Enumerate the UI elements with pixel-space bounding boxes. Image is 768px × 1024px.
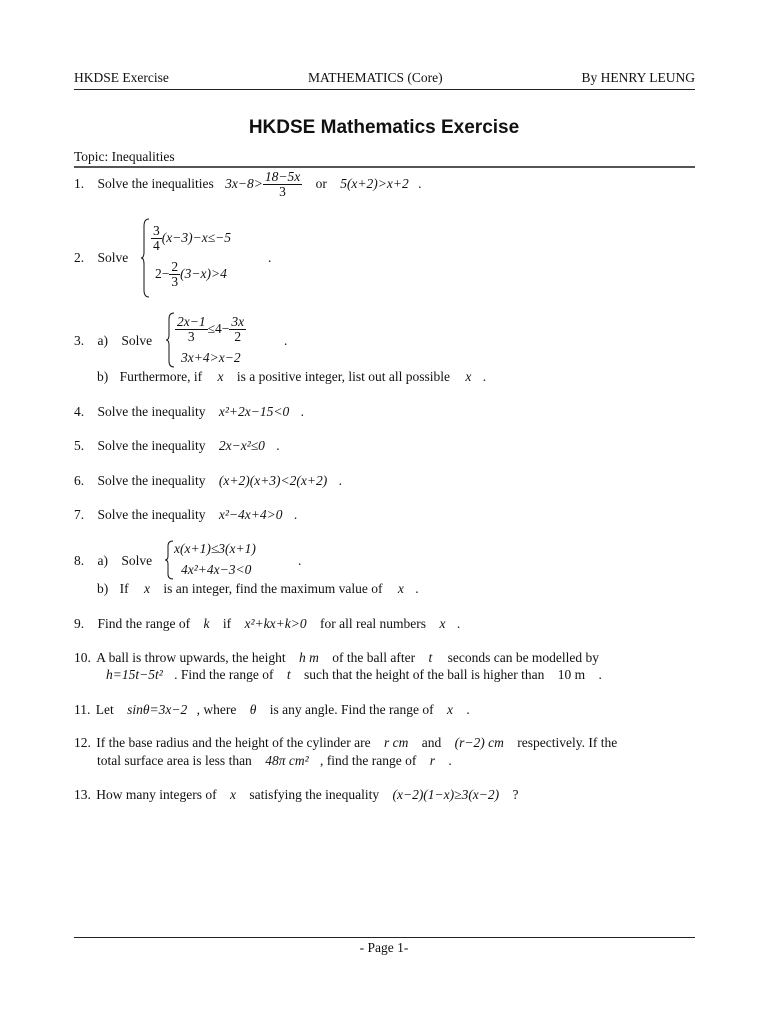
q3b-var: x	[217, 369, 224, 384]
q9-text-2: if	[222, 616, 232, 631]
q10-t: t	[428, 650, 433, 665]
question-10-line-1	[74, 650, 599, 666]
q13-number: 13.	[74, 787, 91, 802]
q8-line-1: x(x+1)≤3(x+1)	[174, 541, 256, 556]
q11-theta: θ	[249, 702, 257, 717]
q3b-end: .	[482, 369, 487, 384]
q2-l1-fraction	[151, 224, 162, 253]
q13-var: x	[229, 787, 236, 802]
footer-rule	[74, 937, 695, 938]
q2-end: .	[268, 250, 272, 265]
q3-l1-den: 3	[187, 329, 195, 345]
q3-l1-mid: ≤4−	[207, 320, 230, 336]
q2-line-1	[151, 224, 231, 253]
q3-part-a: a)	[97, 333, 108, 348]
q12-and: and	[421, 735, 442, 750]
q7-number: 7.	[74, 507, 85, 522]
q5-text: Solve the inequality	[97, 438, 206, 453]
page-header	[74, 70, 695, 86]
topic-rule	[74, 166, 695, 168]
q11-text-2: , where	[196, 702, 237, 717]
q2-text: Solve	[97, 250, 129, 265]
q8-part-a: a)	[97, 553, 108, 568]
q3b-var-2: x	[465, 369, 472, 384]
q1-frac-den: 3	[279, 184, 286, 200]
q12-line1b: respectively. If the	[517, 735, 618, 750]
q3-l1-num2: 3x	[231, 314, 245, 329]
q8b-var: x	[144, 581, 150, 596]
q3-line-2: 3x+4>x−2	[181, 350, 241, 365]
q12-r2: (r−2) cm	[454, 735, 504, 750]
question-8b	[97, 581, 419, 597]
q9-number: 9.	[74, 616, 85, 631]
q2-l2-fraction	[169, 260, 180, 289]
q10-end: .	[598, 667, 602, 682]
q2-l2-num: 2	[171, 259, 179, 274]
q4-text: Solve the inequality	[97, 404, 206, 419]
q4-number: 4.	[74, 404, 85, 419]
q8-text: Solve	[121, 553, 153, 568]
q11-end: .	[466, 702, 470, 717]
q8b-var-2: x	[397, 581, 404, 596]
q6-number: 6.	[74, 473, 85, 488]
q5-expr: 2x−x²≤0	[218, 438, 265, 453]
question-4	[74, 404, 304, 420]
header-left: HKDSE Exercise	[74, 70, 169, 85]
q11-text-1: Let	[95, 702, 114, 717]
q13-expr: (x−2)(1−x)≥3(x−2)	[392, 787, 500, 802]
q2-l2-pre: 2−	[155, 265, 170, 281]
q9-expr: x²+kx+k>0	[244, 616, 307, 631]
question-10-line-2	[106, 667, 602, 683]
q8-line-2: 4x²+4x−3<0	[181, 562, 252, 577]
q4-expr: x²+2x−15<0	[218, 404, 290, 419]
q10-number: 10.	[74, 650, 91, 665]
q12-area: 48π cm²	[265, 753, 309, 768]
question-12-line-2	[97, 753, 452, 769]
q10-expr: h=15t−5t²	[106, 667, 163, 682]
q8b-end: .	[415, 581, 419, 596]
header-rule	[74, 89, 695, 90]
q1-frac-num: 18−5x	[264, 169, 301, 184]
q11-number: 11.	[74, 702, 91, 717]
q7-expr: x²−4x+4>0	[218, 507, 283, 522]
question-9	[74, 616, 460, 632]
question-8a	[74, 553, 152, 569]
q9-var-x: x	[439, 616, 446, 631]
question-13	[74, 787, 519, 803]
q3-l1-den2: 2	[234, 329, 242, 345]
question-11	[74, 702, 470, 718]
question-5	[74, 438, 280, 454]
q8-end: .	[298, 553, 302, 568]
q3-number: 3.	[74, 333, 85, 348]
q9-var-k: k	[203, 616, 210, 631]
q2-l1-den: 4	[153, 238, 160, 254]
q12-line1a: If the base radius and the height of the cylinder are	[96, 735, 371, 750]
question-7	[74, 507, 297, 523]
q3-part-b: b)	[97, 369, 109, 384]
q12-line2a: total surface area is less than	[97, 753, 252, 768]
q2-brace	[141, 218, 151, 298]
q3b-text-1: Furthermore, if	[119, 369, 203, 384]
q11-var: x	[446, 702, 453, 717]
q12-number: 12.	[74, 735, 91, 750]
q1-end: .	[418, 175, 422, 191]
q3b-text-2: is a positive integer, list out all possible	[236, 369, 451, 384]
q8-number: 8.	[74, 553, 85, 568]
question-3a	[74, 333, 152, 349]
q1-number: 1.	[74, 175, 85, 191]
q6-expr: (x+2)(x+3)<2(x+2)	[218, 473, 328, 488]
q9-text-3: for all real numbers	[319, 616, 427, 631]
q9-text-1: Find the range of	[97, 616, 191, 631]
q13-end: ?	[512, 787, 519, 802]
q1-rhs: 5(x+2)>x+2	[340, 175, 409, 191]
question-12-line-1	[74, 735, 617, 751]
q13-text-1: How many integers of	[96, 787, 217, 802]
q6-text: Solve the inequality	[97, 473, 206, 488]
q2-l2-den: 3	[171, 274, 179, 290]
q10-line1b: of the ball after	[332, 650, 416, 665]
q12-end: .	[448, 753, 452, 768]
q10-line2a: . Find the range of	[174, 667, 274, 682]
q7-text: Solve the inequality	[97, 507, 206, 522]
question-6	[74, 473, 342, 489]
q11-text-3: is any angle. Find the range of	[269, 702, 434, 717]
q12-line2b: , find the range of	[320, 753, 417, 768]
q10-line1a: A ball is throw upwards, the height	[96, 650, 286, 665]
q10-val: 10 m	[557, 667, 586, 682]
question-2	[74, 250, 128, 266]
page-title: HKDSE Mathematics Exercise	[248, 117, 520, 138]
q3-l1-num: 2x−1	[177, 314, 206, 329]
q1-or: or	[315, 175, 327, 191]
q3-text: Solve	[121, 333, 153, 348]
q2-line-2	[155, 260, 227, 289]
q7-end: .	[293, 507, 298, 522]
page-number: - Page 1-	[359, 940, 409, 955]
q2-l2-rest: (3−x)>4	[180, 265, 227, 281]
q8b-text-1: If	[119, 581, 129, 596]
q2-l1-rest: (x−3)−x≤−5	[161, 229, 231, 245]
q10-line2b: such that the height of the ball is higher than	[304, 667, 545, 682]
q2-l1-num: 3	[153, 223, 160, 238]
q4-end: .	[300, 404, 304, 419]
q9-end: .	[456, 616, 461, 631]
header-center: MATHEMATICS (Core)	[308, 70, 443, 85]
q3-line-1	[175, 315, 246, 344]
q5-number: 5.	[74, 438, 85, 453]
question-1	[74, 170, 422, 199]
q5-end: .	[276, 438, 280, 453]
q12-r1: r cm	[384, 735, 409, 750]
q1-text: Solve the inequalities	[97, 175, 214, 191]
q8-part-b: b)	[97, 581, 109, 596]
q10-line1c: seconds can be modelled by	[447, 650, 600, 665]
q10-h: h m	[298, 650, 319, 665]
q1-fraction	[263, 170, 302, 199]
q3-l1-fraction-2	[229, 315, 246, 344]
q6-end: .	[338, 473, 342, 488]
q13-text-2: satisfying the inequality	[249, 787, 380, 802]
question-3b	[97, 369, 486, 385]
header-right: By HENRY LEUNG	[581, 70, 695, 85]
q11-expr: sinθ=3x−2	[127, 702, 188, 717]
topic-label: Topic: Inequalities	[74, 149, 175, 164]
q3-l1-fraction	[175, 315, 208, 344]
q12-r3: r	[429, 753, 435, 768]
q3-end: .	[284, 333, 288, 348]
q2-number: 2.	[74, 250, 85, 265]
q10-t2: t	[286, 667, 291, 682]
q8b-text-2: is an integer, find the maximum value of	[163, 581, 383, 596]
q1-lhs: 3x−8>	[225, 175, 263, 191]
